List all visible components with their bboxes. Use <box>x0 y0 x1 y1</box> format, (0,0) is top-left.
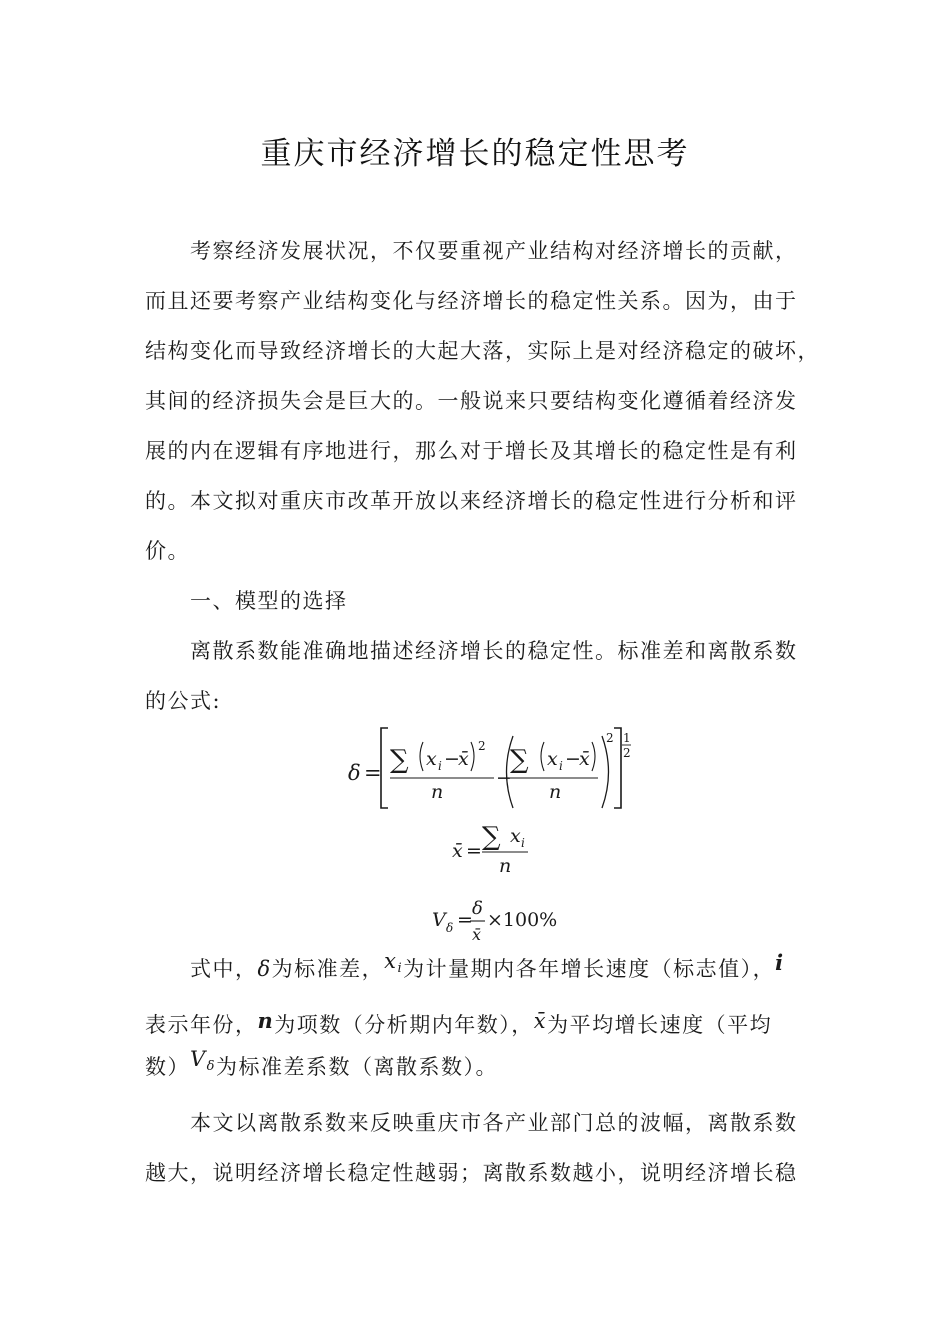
delta-symbol: δ <box>348 761 361 785</box>
n-var: n <box>499 855 512 877</box>
paragraph-line: 价。 <box>145 539 190 563</box>
v-symbol: V <box>432 909 446 931</box>
big-paren-right <box>602 736 609 808</box>
sum-sign: ∑ <box>390 745 409 775</box>
xbar: x̄ <box>452 840 463 862</box>
section-heading: 一、模型的选择 <box>190 589 348 613</box>
cv-formula <box>432 898 557 944</box>
sub-i: i <box>438 759 442 773</box>
x-var: x <box>426 748 437 770</box>
paren <box>471 742 474 771</box>
equals-sign: = <box>466 840 482 862</box>
paren <box>592 742 595 771</box>
sub-i: i <box>559 759 563 773</box>
minus-sign: − <box>444 748 460 770</box>
paragraph-line: 的。本文拟对重庆市改革开放以来经济增长的稳定性进行分析和评 <box>145 489 798 513</box>
paren <box>420 742 423 771</box>
xbar: x̄ <box>472 925 482 944</box>
xbar: x̄ <box>579 748 590 770</box>
paragraph-line: 本文以离散系数来反映重庆市各产业部门总的波幅，离散系数 <box>190 1111 798 1135</box>
square: 2 <box>606 731 614 745</box>
x-var: x <box>510 825 521 847</box>
mean-formula <box>452 822 528 877</box>
equals-sign: = <box>457 909 473 931</box>
square: 2 <box>478 739 486 753</box>
paragraph-line: 的公式: <box>145 689 222 713</box>
explanation-line: 数）Vδ为标准差系数（离散系数）。 <box>145 1047 498 1079</box>
sub-delta: δ <box>446 921 454 935</box>
std-dev-formula <box>348 728 631 808</box>
equals-sign: = <box>364 761 382 785</box>
paragraph-line: 展的内在逻辑有序地进行，那么对于增长及其增长的稳定性是有利 <box>145 439 798 463</box>
half-denominator: 2 <box>623 746 631 760</box>
paragraph-line: 越大，说明经济增长稳定性越弱；离散系数越小，说明经济增长稳 <box>145 1161 798 1185</box>
paragraph-line: 离散系数能准确地描述经济增长的稳定性。标准差和离散系数 <box>190 639 798 663</box>
page-title: 重庆市经济增长的稳定性思考 <box>260 136 690 172</box>
paragraph-line: 结构变化而导致经济增长的大起大落，实际上是对经济稳定的破坏， <box>145 339 820 363</box>
n-var: n <box>431 781 444 803</box>
sum-sign: ∑ <box>482 822 501 852</box>
paragraph-line: 考察经济发展状况，不仅要重视产业结构对经济增长的贡献， <box>190 239 798 263</box>
paren <box>541 742 544 771</box>
half-numerator: 1 <box>623 731 631 745</box>
explanation-line: 表示年份，n为项数（分析期内年数），x̄为平均增长速度（平均 <box>145 1008 773 1037</box>
left-bracket <box>381 728 388 808</box>
sub-i: i <box>521 836 525 850</box>
explanation-line: 式中，δ为标准差，xi为计量期内各年增长速度（标志值），i <box>190 949 785 981</box>
times-100: ×100% <box>487 909 558 931</box>
delta-symbol: δ <box>472 898 483 919</box>
minus-sign: − <box>496 767 512 789</box>
paragraph-line: 其间的经济损失会是巨大的。一般说来只要结构变化遵循着经济发 <box>145 389 798 413</box>
paragraph-line: 而且还要考察产业结构变化与经济增长的稳定性关系。因为，由于 <box>145 289 798 313</box>
n-var: n <box>549 781 562 803</box>
minus-sign: − <box>565 748 581 770</box>
sum-sign: ∑ <box>510 745 529 775</box>
right-bracket <box>614 728 621 808</box>
xbar: x̄ <box>458 748 469 770</box>
x-var: x <box>547 748 558 770</box>
